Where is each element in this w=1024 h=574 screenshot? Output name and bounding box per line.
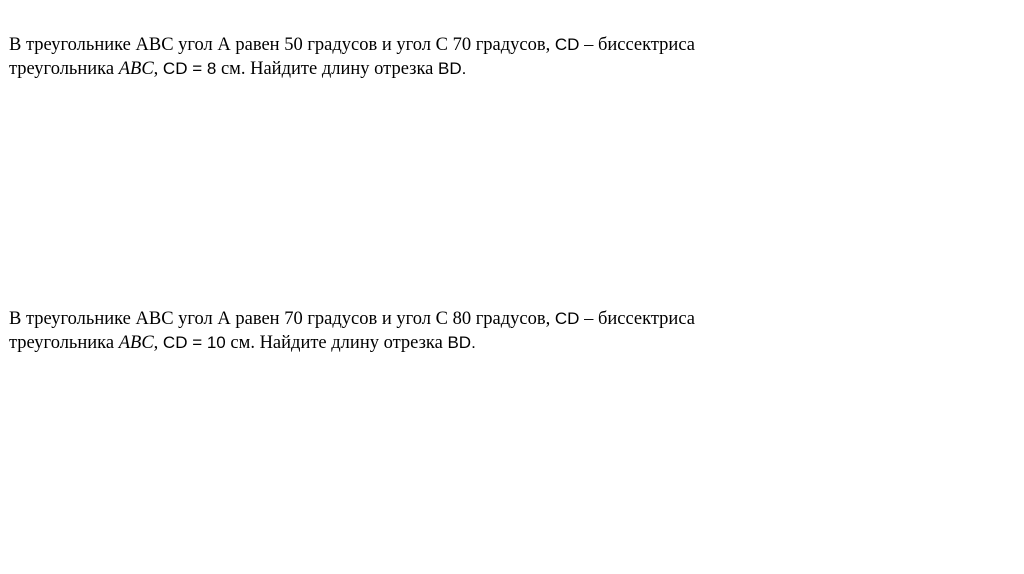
problem-2-line-2 <box>9 331 999 355</box>
problem-2-comma: , <box>153 333 159 353</box>
problem-1-segment-cd: CD <box>554 35 580 54</box>
problem-1-question: . Найдите длину отрезка <box>240 59 434 79</box>
problem-1-bisector-text: – биссектриса <box>584 35 695 55</box>
problem-2-statement: В треугольнике АВС угол А равен 70 градусов и угол С 80 градусов, <box>9 309 551 329</box>
problem-1-line-1 <box>9 33 999 57</box>
problem-1-statement: В треугольнике АВС угол А равен 50 градусов и угол С 70 градусов, <box>9 35 551 55</box>
problem-1 <box>9 33 999 81</box>
problem-2-segment-bd: BD. <box>447 333 476 352</box>
problem-2-triangle-name: ABC <box>118 333 154 353</box>
problem-1-triangle-word: треугольника <box>9 59 115 79</box>
problem-1-cd-length: CD = 8 <box>162 59 217 78</box>
problem-2-question: . Найдите длину отрезка <box>250 333 443 353</box>
problem-2 <box>9 307 999 355</box>
problem-1-unit: см <box>220 59 241 79</box>
problem-1-line-2 <box>9 57 999 81</box>
problem-2-bisector-text: – биссектриса <box>584 309 695 329</box>
problem-1-comma: , <box>153 59 159 79</box>
problem-2-line-1 <box>9 307 999 331</box>
problem-2-triangle-word: треугольника <box>9 333 115 353</box>
problem-2-unit: см <box>230 333 251 353</box>
problem-2-segment-cd: CD <box>554 309 580 328</box>
problem-1-segment-bd: BD. <box>438 59 467 78</box>
problem-1-triangle-name: ABC <box>118 59 154 79</box>
problem-2-cd-length: CD = 10 <box>162 333 226 352</box>
